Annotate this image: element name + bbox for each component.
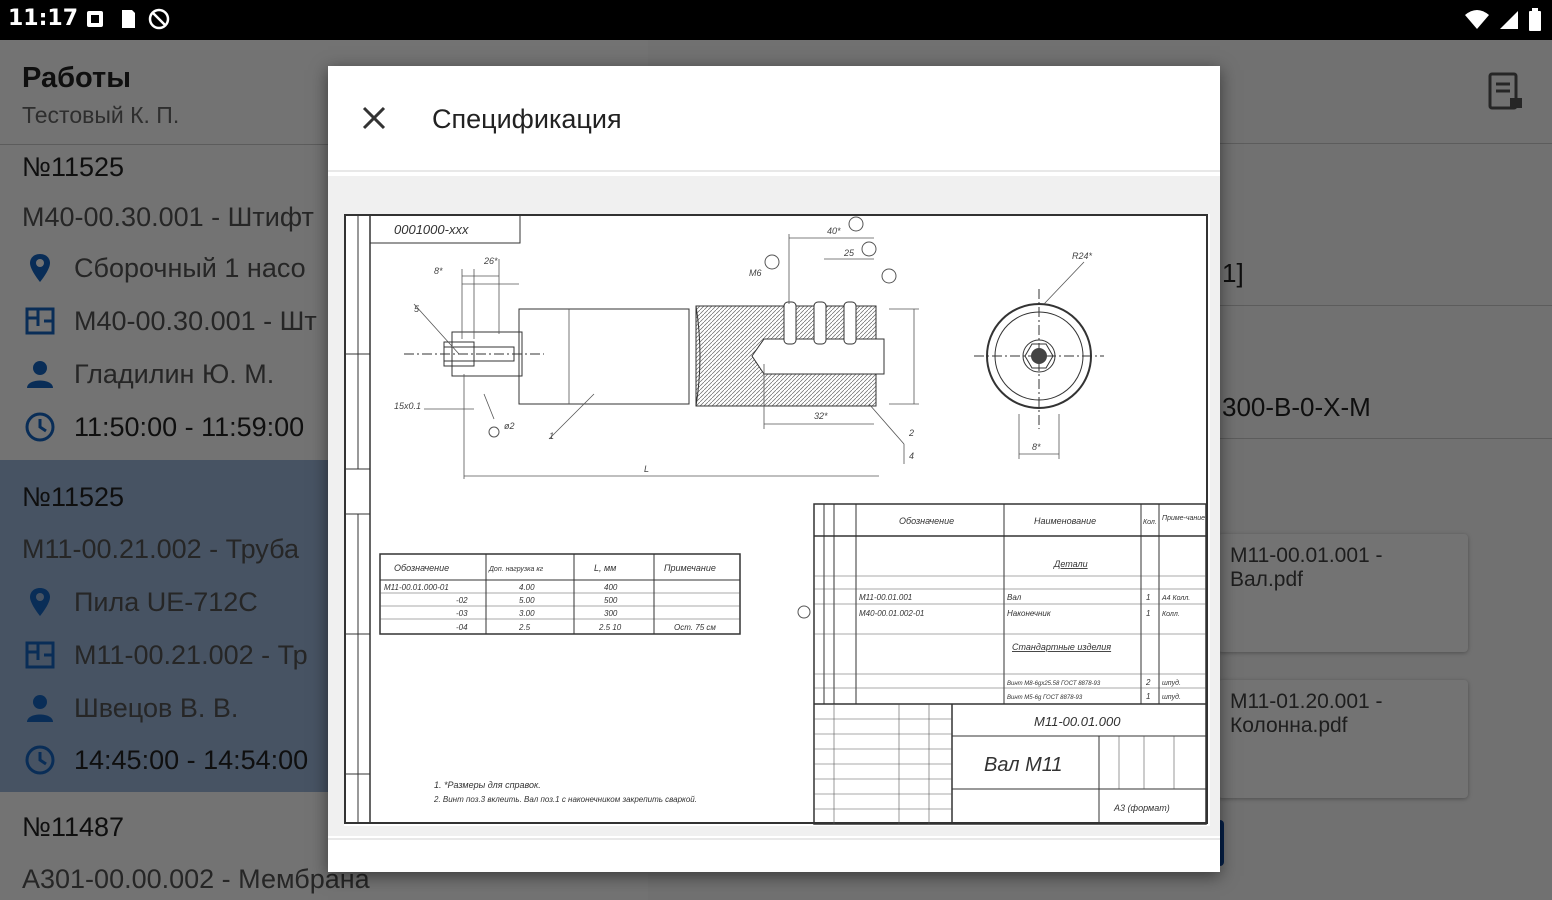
variants-cell: -02 (456, 596, 468, 605)
svg-text:2: 2 (909, 428, 915, 438)
specification-dialog (328, 66, 1220, 872)
blocked-icon (148, 8, 170, 30)
bom-cell: Винт М8-6gx25.58 ГОСТ 8878-93 (1007, 681, 1101, 687)
pdf-viewer[interactable] (328, 176, 1220, 836)
drawing-part-name: Вал М11 (984, 754, 1063, 776)
shaft-section-view (696, 217, 919, 464)
svg-text:8*: 8* (434, 266, 443, 276)
variants-cell: 400 (604, 583, 618, 592)
status-system-icons (1464, 8, 1542, 37)
svg-text:32*: 32* (814, 411, 828, 421)
drawing-stamp-code: 0001000-ххх (394, 222, 469, 237)
svg-text:L: L (644, 464, 650, 474)
bom-cell: Колл. (1162, 611, 1180, 618)
technical-drawing (344, 214, 1210, 826)
wifi-icon (1464, 9, 1490, 36)
status-notification-icons (84, 8, 170, 30)
status-time: 11:17 (8, 6, 79, 31)
drawing-part-code: М11-00.01.000 (1034, 714, 1121, 729)
variants-cell: 2.5 (519, 623, 531, 632)
variants-cell: 5.00 (519, 596, 535, 605)
bom-header: Кол. (1143, 519, 1157, 526)
variants-header: Доп. нагрузка кг (489, 566, 544, 573)
drawing-sheet (344, 214, 1210, 826)
bom-cell: М40-00.01.002-01 (859, 609, 925, 618)
drawing-note: 1. *Размеры для справок. (434, 780, 541, 790)
drawing-format: А3 (формат) (1114, 803, 1170, 813)
dialog-footer-divider (328, 838, 1220, 840)
variants-cell: Ост. 75 см (674, 623, 716, 632)
cell-signal-icon (1498, 9, 1520, 36)
battery-icon (1528, 8, 1542, 37)
drawing-notes (433, 780, 697, 804)
variants-cell: М11-00.01.000-01 (384, 583, 449, 592)
bom-table (798, 504, 1206, 824)
bom-cell: Наконечник (1007, 609, 1051, 618)
dialog-title: Спецификация (432, 104, 622, 134)
bom-header: Приме-чание (1162, 515, 1206, 522)
variants-cell: 2.5 10 (599, 623, 622, 632)
bom-cell: А4 Колл. (1162, 595, 1191, 602)
svg-text:ø2: ø2 (504, 421, 515, 431)
bom-cell: 1 (1146, 692, 1151, 701)
bom-cell: 2 (1146, 678, 1151, 687)
variants-cell: 4.00 (519, 583, 535, 592)
svg-text:М6: М6 (749, 268, 762, 278)
variants-header: Примечание (664, 563, 716, 573)
svg-text:5: 5 (414, 304, 420, 314)
bom-cell: Стандартные изделия (1012, 642, 1112, 652)
svg-text:R24*: R24* (1072, 251, 1093, 261)
variants-cell: 3.00 (519, 609, 535, 618)
variants-cell: 300 (604, 609, 618, 618)
bom-cell: шпуд. (1162, 694, 1181, 701)
shaft-end-view (974, 251, 1104, 459)
drawing-note: 2. Винт поз.3 вклеить. Вал поз.1 с наконечником закрепить сваркой. (434, 795, 697, 804)
bom-cell: Вал (1007, 593, 1022, 602)
variants-cell: -04 (456, 623, 468, 632)
close-icon[interactable] (356, 100, 392, 136)
variants-cell: -03 (456, 609, 468, 618)
bom-cell: Винт М5-6g ГОСТ 8878-93 (1007, 695, 1083, 701)
variants-header: Обозначение (394, 563, 450, 573)
variants-table (380, 554, 740, 634)
bom-cell: М11-00.01.001 (859, 593, 913, 602)
bom-cell: 1 (1146, 609, 1151, 618)
bom-header: Обозначение (899, 516, 955, 526)
svg-text:1: 1 (549, 431, 555, 441)
title-block (814, 704, 1206, 824)
bom-header: Наименование (1034, 516, 1097, 526)
sd-card-icon (116, 8, 138, 30)
bom-cell: Детали (1054, 559, 1088, 569)
status-bar (0, 0, 1552, 40)
bom-cell: шпуд. (1162, 680, 1181, 687)
svg-text:15x0.1: 15x0.1 (394, 401, 422, 411)
svg-text:26*: 26* (484, 256, 498, 266)
svg-text:4: 4 (909, 451, 915, 461)
bom-cell: 1 (1146, 593, 1151, 602)
dialog-header-divider (328, 170, 1220, 172)
svg-text:40*: 40* (827, 226, 841, 236)
notification-icon (84, 8, 106, 30)
variants-cell: 500 (604, 596, 618, 605)
svg-text:8*: 8* (1032, 442, 1041, 452)
variants-header: L, мм (594, 563, 617, 573)
svg-text:25: 25 (844, 248, 855, 258)
